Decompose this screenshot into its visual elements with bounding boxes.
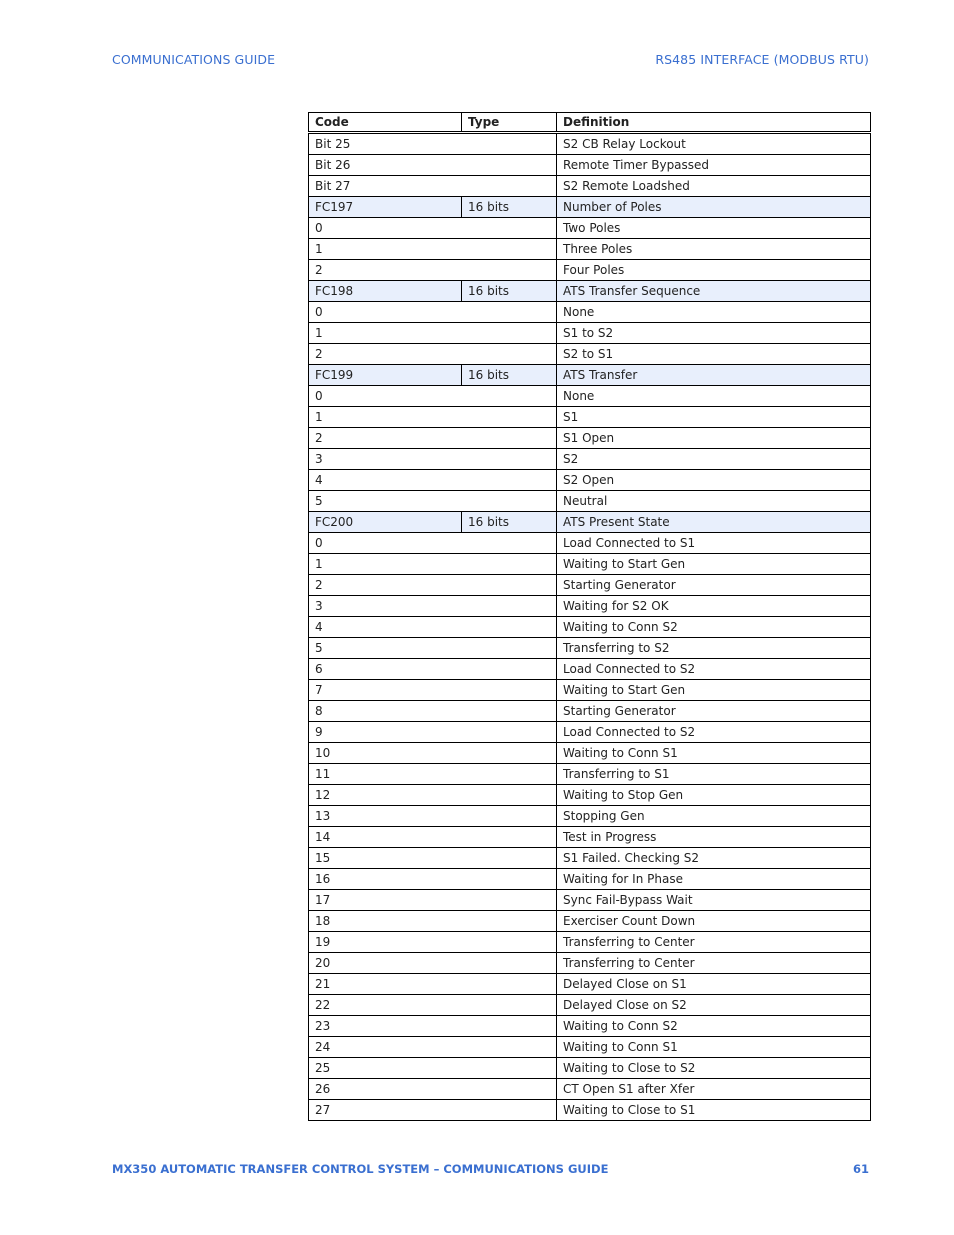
cell-code: 14 bbox=[309, 827, 557, 848]
table-row bbox=[309, 344, 871, 365]
cell-code: 15 bbox=[309, 848, 557, 869]
cell-definition: Load Connected to S2 bbox=[557, 659, 871, 680]
table-row bbox=[309, 365, 871, 386]
table-row bbox=[309, 386, 871, 407]
table-row bbox=[309, 995, 871, 1016]
cell-code: 6 bbox=[309, 659, 557, 680]
cell-definition: Waiting to Close to S1 bbox=[557, 1100, 871, 1121]
cell-code: 2 bbox=[309, 575, 557, 596]
cell-definition: ATS Transfer Sequence bbox=[557, 281, 871, 302]
cell-definition: S2 Remote Loadshed bbox=[557, 176, 871, 197]
table-row bbox=[309, 281, 871, 302]
cell-definition: Starting Generator bbox=[557, 575, 871, 596]
table-row bbox=[309, 554, 871, 575]
column-header-definition: Definition bbox=[557, 113, 871, 133]
cell-definition: S2 Open bbox=[557, 470, 871, 491]
cell-definition: Waiting to Conn S1 bbox=[557, 743, 871, 764]
cell-code: 12 bbox=[309, 785, 557, 806]
cell-definition: None bbox=[557, 386, 871, 407]
cell-definition: Transferring to S1 bbox=[557, 764, 871, 785]
table-row bbox=[309, 491, 871, 512]
cell-definition: Sync Fail-Bypass Wait bbox=[557, 890, 871, 911]
code-definition-table bbox=[308, 112, 871, 1121]
cell-code: 4 bbox=[309, 470, 557, 491]
cell-code: 9 bbox=[309, 722, 557, 743]
table-row bbox=[309, 827, 871, 848]
table-row bbox=[309, 197, 871, 218]
cell-definition: Four Poles bbox=[557, 260, 871, 281]
column-header-type: Type bbox=[462, 113, 557, 133]
cell-definition: S1 Open bbox=[557, 428, 871, 449]
cell-definition: Starting Generator bbox=[557, 701, 871, 722]
cell-code: 20 bbox=[309, 953, 557, 974]
cell-definition: Exerciser Count Down bbox=[557, 911, 871, 932]
cell-definition: Delayed Close on S2 bbox=[557, 995, 871, 1016]
cell-definition: S2 CB Relay Lockout bbox=[557, 133, 871, 155]
table-row bbox=[309, 155, 871, 176]
table-row bbox=[309, 953, 871, 974]
cell-code: FC200 bbox=[309, 512, 462, 533]
cell-code: 4 bbox=[309, 617, 557, 638]
cell-definition: Test in Progress bbox=[557, 827, 871, 848]
cell-definition: Transferring to S2 bbox=[557, 638, 871, 659]
cell-code: 19 bbox=[309, 932, 557, 953]
cell-definition: Load Connected to S1 bbox=[557, 533, 871, 554]
cell-definition: S2 to S1 bbox=[557, 344, 871, 365]
cell-code: 22 bbox=[309, 995, 557, 1016]
cell-code: 5 bbox=[309, 638, 557, 659]
table-row bbox=[309, 407, 871, 428]
table-row bbox=[309, 806, 871, 827]
table-row bbox=[309, 239, 871, 260]
table-row bbox=[309, 1079, 871, 1100]
cell-code: 2 bbox=[309, 260, 557, 281]
cell-code: 16 bbox=[309, 869, 557, 890]
cell-definition: ATS Present State bbox=[557, 512, 871, 533]
table-row bbox=[309, 638, 871, 659]
running-header-right: RS485 INTERFACE (MODBUS RTU) bbox=[655, 52, 869, 67]
cell-definition: Three Poles bbox=[557, 239, 871, 260]
table-row bbox=[309, 911, 871, 932]
cell-code: Bit 27 bbox=[309, 176, 557, 197]
table-row bbox=[309, 617, 871, 638]
cell-code: 0 bbox=[309, 533, 557, 554]
cell-code: 13 bbox=[309, 806, 557, 827]
table-row bbox=[309, 785, 871, 806]
table-body bbox=[309, 133, 871, 1121]
table-row bbox=[309, 974, 871, 995]
table-row bbox=[309, 302, 871, 323]
cell-definition: Waiting to Stop Gen bbox=[557, 785, 871, 806]
table-row bbox=[309, 323, 871, 344]
cell-code: 5 bbox=[309, 491, 557, 512]
cell-definition: Delayed Close on S1 bbox=[557, 974, 871, 995]
cell-code: FC197 bbox=[309, 197, 462, 218]
table-row bbox=[309, 743, 871, 764]
table-row bbox=[309, 764, 871, 785]
cell-definition: CT Open S1 after Xfer bbox=[557, 1079, 871, 1100]
cell-definition: Waiting to Conn S2 bbox=[557, 617, 871, 638]
table-row bbox=[309, 680, 871, 701]
cell-code: 23 bbox=[309, 1016, 557, 1037]
cell-code: 24 bbox=[309, 1037, 557, 1058]
table-row bbox=[309, 596, 871, 617]
cell-code: 8 bbox=[309, 701, 557, 722]
cell-definition: Transferring to Center bbox=[557, 932, 871, 953]
column-header-code: Code bbox=[309, 113, 462, 133]
table-row bbox=[309, 701, 871, 722]
cell-code: 7 bbox=[309, 680, 557, 701]
table-row bbox=[309, 1016, 871, 1037]
cell-definition: Waiting to Close to S2 bbox=[557, 1058, 871, 1079]
cell-definition: S1 bbox=[557, 407, 871, 428]
cell-definition: Remote Timer Bypassed bbox=[557, 155, 871, 176]
cell-definition: None bbox=[557, 302, 871, 323]
cell-definition: Two Poles bbox=[557, 218, 871, 239]
table-header-row bbox=[309, 113, 871, 133]
cell-code: 0 bbox=[309, 218, 557, 239]
cell-definition: Waiting to Start Gen bbox=[557, 680, 871, 701]
cell-definition: Waiting for S2 OK bbox=[557, 596, 871, 617]
cell-code: Bit 25 bbox=[309, 133, 557, 155]
table-row bbox=[309, 1058, 871, 1079]
cell-definition: Neutral bbox=[557, 491, 871, 512]
table-row bbox=[309, 512, 871, 533]
cell-definition: Waiting to Conn S2 bbox=[557, 1016, 871, 1037]
cell-code: 0 bbox=[309, 302, 557, 323]
table-row bbox=[309, 1037, 871, 1058]
table-row bbox=[309, 932, 871, 953]
cell-code: 18 bbox=[309, 911, 557, 932]
cell-code: 1 bbox=[309, 239, 557, 260]
table-row bbox=[309, 533, 871, 554]
cell-definition: Transferring to Center bbox=[557, 953, 871, 974]
cell-code: 1 bbox=[309, 554, 557, 575]
cell-code: 21 bbox=[309, 974, 557, 995]
cell-type: 16 bits bbox=[462, 197, 557, 218]
table-row bbox=[309, 890, 871, 911]
cell-code: 2 bbox=[309, 344, 557, 365]
footer-title: MX350 AUTOMATIC TRANSFER CONTROL SYSTEM – COMMUNICATIONS GUIDE bbox=[112, 1162, 609, 1176]
cell-code: 3 bbox=[309, 449, 557, 470]
table-row bbox=[309, 470, 871, 491]
cell-code: FC198 bbox=[309, 281, 462, 302]
table-row bbox=[309, 722, 871, 743]
cell-code: 1 bbox=[309, 407, 557, 428]
table-row bbox=[309, 260, 871, 281]
cell-type: 16 bits bbox=[462, 281, 557, 302]
cell-definition: S2 bbox=[557, 449, 871, 470]
cell-definition: Load Connected to S2 bbox=[557, 722, 871, 743]
cell-code: FC199 bbox=[309, 365, 462, 386]
table-row bbox=[309, 449, 871, 470]
cell-type: 16 bits bbox=[462, 512, 557, 533]
page-number: 61 bbox=[852, 1162, 869, 1176]
cell-code: 25 bbox=[309, 1058, 557, 1079]
cell-definition: Waiting to Conn S1 bbox=[557, 1037, 871, 1058]
cell-code: 0 bbox=[309, 386, 557, 407]
table-row bbox=[309, 869, 871, 890]
cell-code: 26 bbox=[309, 1079, 557, 1100]
cell-definition: Waiting for In Phase bbox=[557, 869, 871, 890]
cell-code: Bit 26 bbox=[309, 155, 557, 176]
cell-code: 2 bbox=[309, 428, 557, 449]
cell-definition: ATS Transfer bbox=[557, 365, 871, 386]
table-row bbox=[309, 659, 871, 680]
cell-code: 10 bbox=[309, 743, 557, 764]
running-header-left: COMMUNICATIONS GUIDE bbox=[112, 52, 276, 67]
cell-definition: Waiting to Start Gen bbox=[557, 554, 871, 575]
cell-code: 11 bbox=[309, 764, 557, 785]
cell-type: 16 bits bbox=[462, 365, 557, 386]
cell-code: 3 bbox=[309, 596, 557, 617]
cell-definition: S1 Failed. Checking S2 bbox=[557, 848, 871, 869]
table-row bbox=[309, 176, 871, 197]
cell-code: 17 bbox=[309, 890, 557, 911]
table-row bbox=[309, 133, 871, 155]
table-row bbox=[309, 428, 871, 449]
cell-code: 27 bbox=[309, 1100, 557, 1121]
table-row bbox=[309, 848, 871, 869]
cell-code: 1 bbox=[309, 323, 557, 344]
cell-definition: Stopping Gen bbox=[557, 806, 871, 827]
table-row bbox=[309, 218, 871, 239]
cell-definition: S1 to S2 bbox=[557, 323, 871, 344]
cell-definition: Number of Poles bbox=[557, 197, 871, 218]
table-row bbox=[309, 575, 871, 596]
table-row bbox=[309, 1100, 871, 1121]
